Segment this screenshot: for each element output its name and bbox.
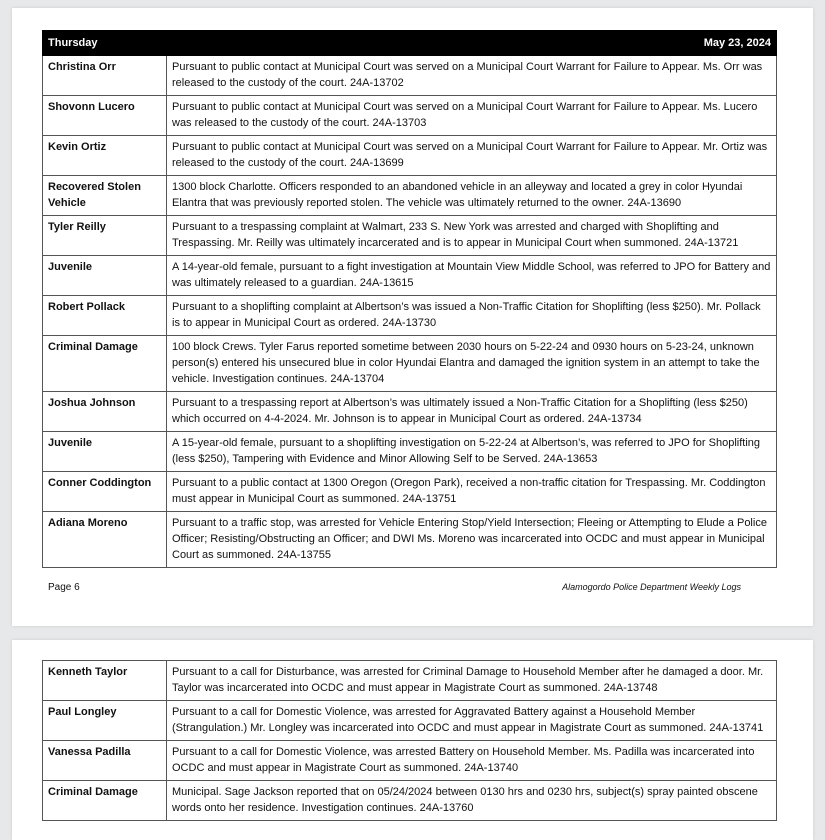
table-row — [43, 296, 777, 336]
entry-name: Kevin Ortiz — [43, 136, 167, 176]
entry-text: 100 block Crews. Tyler Farus reported sometime between 2030 hours on 5-22-24 and 0930 hours on 5-23-24, unknown person(s) entered his unsecured blue in color Hyundai Elantra and damaged the ignition system in an attempt to take the vehicle. Investigation continues. 24A-13704 — [167, 336, 777, 392]
table-row — [43, 336, 777, 392]
entry-name: Robert Pollack — [43, 296, 167, 336]
table-row — [43, 472, 777, 512]
day-label: Thursday — [43, 31, 167, 56]
entry-name: Recovered Stolen Vehicle — [43, 176, 167, 216]
entry-name: Adiana Moreno — [43, 512, 167, 568]
page-number: Page 6 — [48, 582, 80, 593]
entry-name: Joshua Johnson — [43, 392, 167, 432]
entry-text: Pursuant to a call for Disturbance, was arrested for Criminal Damage to Household Member after he damaged a door. Mr. Taylor was incarcerated into OCDC and must appear in Magistrate Court as summoned. 24A-13748 — [167, 661, 777, 701]
table-row — [43, 176, 777, 216]
entry-name: Kenneth Taylor — [43, 661, 167, 701]
footer-source: Alamogordo Police Department Weekly Logs — [562, 582, 741, 592]
table-row — [43, 512, 777, 568]
log-table — [42, 660, 777, 821]
entry-text: A 15-year-old female, pursuant to a shoplifting investigation on 5-22-24 at Albertson’s, was referred to JPO for Shoplifting (less $250), Tampering with Evidence and Minor Allowing Self to be Served. 24A-13653 — [167, 432, 777, 472]
date-label: May 23, 2024 — [167, 31, 777, 56]
entry-text: Pursuant to a shoplifting complaint at Albertson’s was issued a Non-Traffic Citation for Shoplifting (less $250). Mr. Pollack is to appear in Municipal Court as ordered. 24A-13730 — [167, 296, 777, 336]
entry-text: Pursuant to a call for Domestic Violence, was arrested for Aggravated Battery against a Household Member (Strangulation.) Mr. Longley was incarcerated into OCDC and must appear in Magistrate Court as summoned. 24A-13741 — [167, 701, 777, 741]
entry-text: Pursuant to a trespassing report at Albertson’s was ultimately issued a Non-Traffic Citation for a Shoplifting (less $250) which occurred on 4-4-2024. Mr. Johnson is to appear in Municipal Court as ordered. 24A-13734 — [167, 392, 777, 432]
entry-name: Criminal Damage — [43, 336, 167, 392]
entry-text: Pursuant to public contact at Municipal Court was served on a Municipal Court Warrant for Failure to Appear. Mr. Ortiz was released to the custody of the court. 24A-13699 — [167, 136, 777, 176]
entry-text: Pursuant to a trespassing complaint at Walmart, 233 S. New York was arrested and charged with Shoplifting and Trespassing. Mr. Reilly was ultimately incarcerated and is to appear in Municipal Court when summoned. 24A-13721 — [167, 216, 777, 256]
log-table — [42, 30, 777, 568]
table-row — [43, 256, 777, 296]
entry-text: 1300 block Charlotte. Officers responded to an abandoned vehicle in an alleyway and located a grey in color Hyundai Elantra that was previously reported stolen. The vehicle was ultimately returned to the owner. 24A-13690 — [167, 176, 777, 216]
entry-name: Shovonn Lucero — [43, 96, 167, 136]
entry-name: Juvenile — [43, 256, 167, 296]
entry-text: Municipal. Sage Jackson reported that on 05/24/2024 between 0130 hrs and 0230 hrs, subject(s) spray painted obscene words onto her residence. Investigation continues. 24A-13760 — [167, 781, 777, 821]
entry-name: Juvenile — [43, 432, 167, 472]
entry-name: Vanessa Padilla — [43, 741, 167, 781]
entry-text: Pursuant to a traffic stop, was arrested for Vehicle Entering Stop/Yield Intersection; Fleeing or Attempting to Elude a Police Officer; Resisting/Obstructing an Officer; and DWI Ms. Moreno was incarcerated into OCDC and must appear in Municipal Court as summoned. 24A-13755 — [167, 512, 777, 568]
table-row — [43, 701, 777, 741]
entry-name: Christina Orr — [43, 56, 167, 96]
log-page-6 — [12, 8, 813, 626]
entry-name: Paul Longley — [43, 701, 167, 741]
table-row — [43, 136, 777, 176]
table-row — [43, 741, 777, 781]
entry-text: Pursuant to public contact at Municipal Court was served on a Municipal Court Warrant for Failure to Appear. Ms. Lucero was released to the custody of the court. 24A-13703 — [167, 96, 777, 136]
entry-name: Criminal Damage — [43, 781, 167, 821]
log-page-7 — [12, 640, 813, 840]
entry-name: Tyler Reilly — [43, 216, 167, 256]
entry-name: Conner Coddington — [43, 472, 167, 512]
table-row — [43, 781, 777, 821]
table-row — [43, 661, 777, 701]
table-row — [43, 96, 777, 136]
table-row — [43, 216, 777, 256]
entry-text: Pursuant to a public contact at 1300 Oregon (Oregon Park), received a non-traffic citation for Trespassing. Mr. Coddington must appear in Municipal Court as summoned. 24A-13751 — [167, 472, 777, 512]
entry-text: A 14-year-old female, pursuant to a fight investigation at Mountain View Middle School, was referred to JPO for Battery and was ultimately released to a guardian. 24A-13615 — [167, 256, 777, 296]
table-row — [43, 56, 777, 96]
table-row — [43, 392, 777, 432]
day-header-row — [43, 31, 777, 56]
entry-text: Pursuant to public contact at Municipal Court was served on a Municipal Court Warrant for Failure to Appear. Ms. Orr was released to the custody of the court. 24A-13702 — [167, 56, 777, 96]
entry-text: Pursuant to a call for Domestic Violence, was arrested Battery on Household Member. Ms. Padilla was incarcerated into OCDC and must appear in Magistrate Court as summoned. 24A-13740 — [167, 741, 777, 781]
table-row — [43, 432, 777, 472]
